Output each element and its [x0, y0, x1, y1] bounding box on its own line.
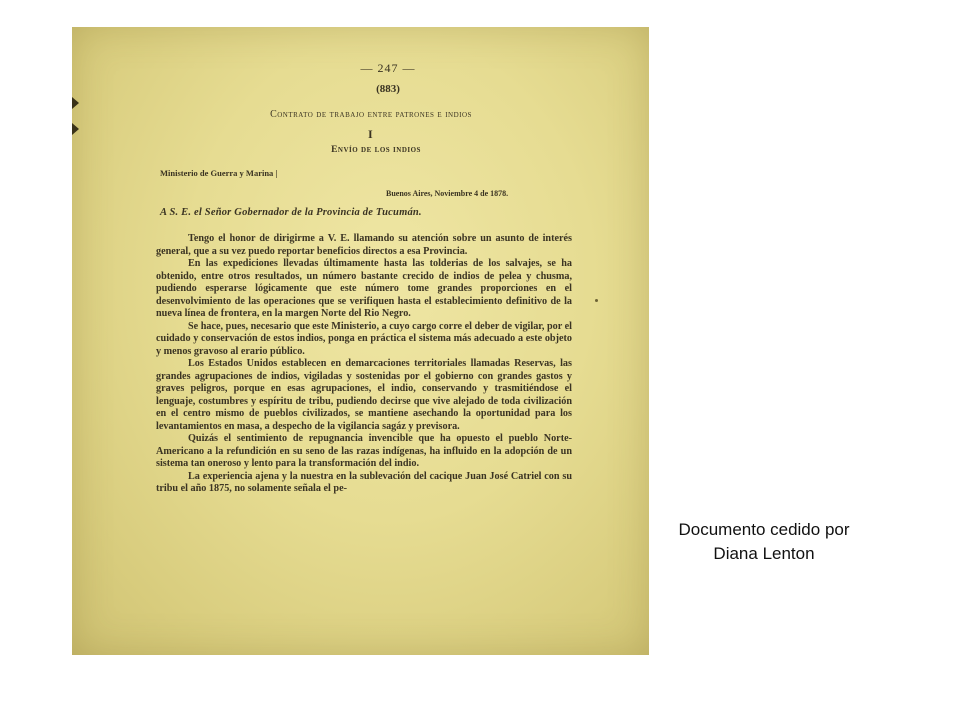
dateline: Buenos Aires, Noviembre 4 de 1878.: [386, 189, 509, 198]
page-number: — 247 —: [360, 61, 416, 75]
paragraph: Los Estados Unidos establecen en demarcaciones territoriales llamadas Reservas, las grandes agrupaciones de indios, vigiladas y sostenidas por el gobierno con grandes gastos y graves peligros, porque en esas agrupaciones, el indio, conservando y trasmitiéndose el lenguaje, costumbres y espíritu de tribu, pudiendo decirse que vive alejado de toda civilización en el centro mismo de pueblos civilizados, se mantiene asechando la oportunidad para los levantamientos en masa, a despecho de la vigilancia sagáz y previsora.: [156, 358, 572, 432]
document-number: (883): [376, 83, 400, 95]
section-number: I: [368, 127, 373, 141]
addressee: A S. E. el Señor Gobernador de la Provincia de Tucumán.: [160, 207, 422, 218]
letter-body: [156, 233, 572, 496]
paragraph: Se hace, pues, necesario que este Ministerio, a cuyo cargo corre el deber de vigilar, por el cuidado y conservación de estos indios, ponga en práctica el sistema más adecuado a este objeto y menos gravoso al erario público.: [156, 320, 572, 357]
paragraph: Tengo el honor de dirigirme a V. E. llamando su atención sobre un asunto de interés general, que a su vez puedo reportar beneficios directos a esa Provincia.: [156, 233, 572, 257]
paragraph: Quizás el sentimiento de repugnancia invencible que ha opuesto el pueblo Norte-Americano a la refundición en su seno de las razas indígenas, ha influido en la adopción de un sistema tan oneroso y lento para la transformación del indio.: [156, 433, 572, 469]
binding-marks: [72, 97, 79, 149]
section-title: Envío de los indios: [331, 145, 421, 155]
caption-line: Documento cedido por: [678, 520, 850, 539]
caption-line: Diana Lenton: [713, 544, 815, 563]
document-title: Contrato de trabajo entre patrones e indios: [270, 109, 472, 120]
paragraph: En las expediciones llevadas últimamente hasta las tolderias de los salvajes, se ha obtenido, entre otros resultados, un número bastante crecido de indios de pelea y chusma, pudiendo esperarse lógicamente que este número tome grandes proporciones en el desenvolvimiento de las operaciones que se verifiquen hasta el establecimiento definitivo de la nueva línea de frontera, en la margen Norte del Rio Negro.: [156, 258, 572, 319]
paper-speck: [595, 299, 598, 302]
binding-notch: [72, 123, 79, 135]
paragraph: La experiencia ajena y la nuestra en la sublevación del cacique Juan José Catriel con su tribu el año 1875, no solamente señala el pe-: [156, 470, 572, 494]
ministry-heading: Ministerio de Guerra y Marina |: [160, 168, 278, 178]
binding-notch: [72, 97, 79, 109]
source-caption: [652, 518, 876, 566]
document-photo: [72, 27, 649, 655]
